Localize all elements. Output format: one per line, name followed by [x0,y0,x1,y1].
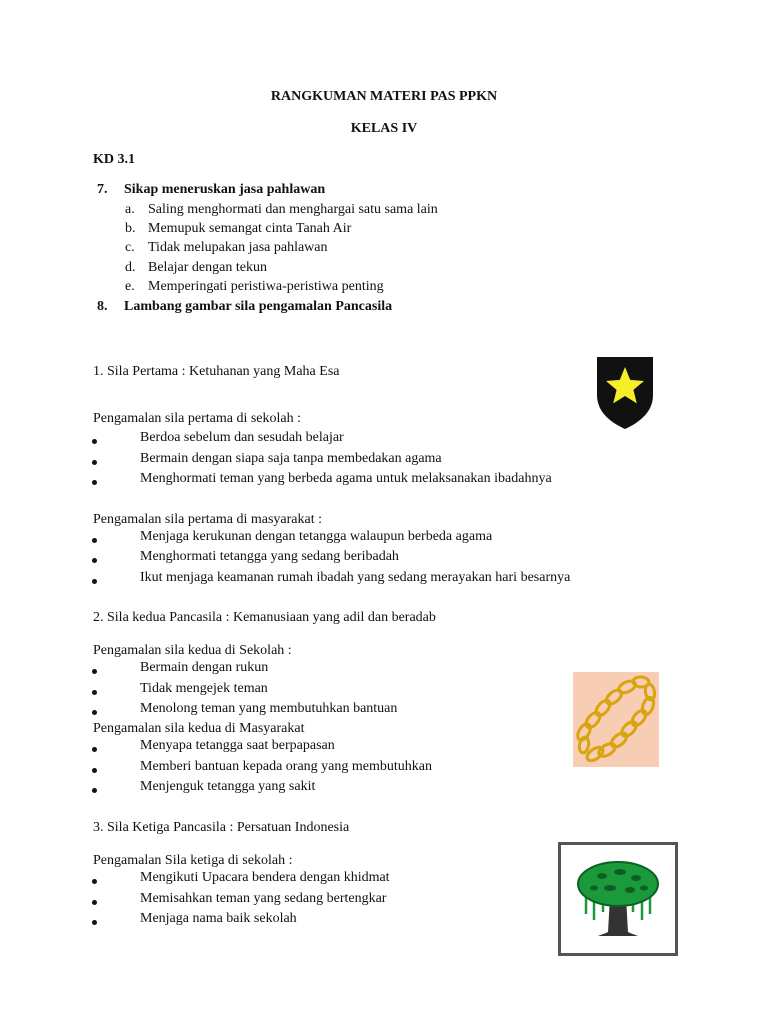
page-subtitle: KELAS IV [350,121,418,136]
list-item: Menghormati teman yang berbeda agama untuk melaksanakan ibadahnya [140,471,552,486]
bullet [92,480,97,485]
section-7-letter: d. [125,260,136,275]
bullet [92,920,97,925]
section-8-number: 8. [97,299,108,314]
bullet [92,690,97,695]
list-item: Memisahkan teman yang sedang bertengkar [140,891,387,906]
list-item: Bermain dengan siapa saja tanpa membedakan agama [140,451,442,466]
section-8-heading: Lambang gambar sila pengamalan Pancasila [124,299,393,314]
banyan-tree-icon [558,842,678,956]
bullet [92,558,97,563]
bullet [92,439,97,444]
section-7-heading: Sikap meneruskan jasa pahlawan [124,182,326,197]
section-7-letter: e. [125,279,135,294]
section-7-item: Belajar dengan tekun [148,260,267,275]
section-7-item: Saling menghormati dan menghargai satu sama lain [148,202,438,217]
section-7-letter: c. [125,240,135,255]
bullet [92,788,97,793]
sila-1-masyarakat-heading: Pengamalan sila pertama di masyarakat : [93,512,322,527]
list-item: Menjaga nama baik sekolah [140,911,297,926]
bullet [92,747,97,752]
chain-icon [573,672,659,767]
bullet [92,879,97,884]
sila-2-sekolah-heading: Pengamalan sila kedua di Sekolah : [93,643,292,658]
sila-1-title: 1. Sila Pertama : Ketuhanan yang Maha Esa [93,364,340,379]
kd-label: KD 3.1 [93,152,135,167]
section-7-letter: a. [125,202,135,217]
section-7-letter: b. [125,221,136,236]
list-item: Mengikuti Upacara bendera dengan khidmat [140,870,390,885]
list-item: Menolong teman yang membutuhkan bantuan [140,701,398,716]
list-item: Tidak mengejek teman [140,681,268,696]
bullet [92,669,97,674]
section-7-number: 7. [97,182,108,197]
bullet [92,538,97,543]
list-item: Berdoa sebelum dan sesudah belajar [140,430,344,445]
tree-canopy [578,862,658,906]
sila-2-title: 2. Sila kedua Pancasila : Kemanusiaan yang adil dan beradab [93,610,436,625]
section-7-item: Memupuk semangat cinta Tanah Air [148,221,352,236]
list-item: Menjaga kerukunan dengan tetangga walaupun berbeda agama [140,529,493,544]
star-shield-icon [594,355,656,431]
sila-3-sekolah-heading: Pengamalan Sila ketiga di sekolah : [93,853,293,868]
bullet [92,579,97,584]
list-item: Ikut menjaga keamanan rumah ibadah yang sedang merayakan hari besarnya [140,570,571,585]
bullet [92,710,97,715]
section-7-item: Memperingati peristiwa-peristiwa penting [148,279,384,294]
bullet [92,768,97,773]
sila-3-title: 3. Sila Ketiga Pancasila : Persatuan Indonesia [93,820,350,835]
section-7-item: Tidak melupakan jasa pahlawan [148,240,328,255]
list-item: Bermain dengan rukun [140,660,269,675]
list-item: Menghormati tetangga yang sedang beribadah [140,549,399,564]
bullet [92,460,97,465]
list-item: Memberi bantuan kepada orang yang membutuhkan [140,759,432,774]
sila-1-sekolah-heading: Pengamalan sila pertama di sekolah : [93,411,301,426]
sila-2-masyarakat-heading: Pengamalan sila kedua di Masyarakat [93,721,305,736]
bullet [92,900,97,905]
page-title: RANGKUMAN MATERI PAS PPKN [270,89,498,104]
list-item: Menjenguk tetangga yang sakit [140,779,316,794]
list-item: Menyapa tetangga saat berpapasan [140,738,335,753]
